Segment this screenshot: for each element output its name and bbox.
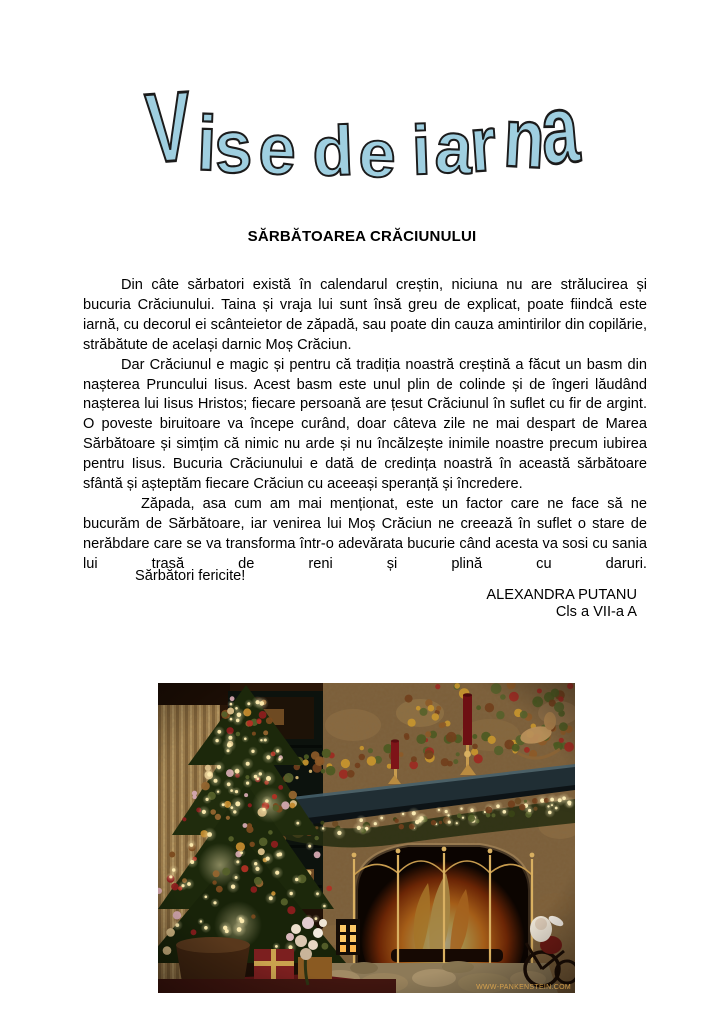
wordart-letter: i — [410, 111, 430, 190]
wordart-letter: i — [196, 100, 217, 188]
wordart-letter: a — [433, 106, 473, 190]
author-block — [486, 587, 637, 620]
wordart-letter: e — [256, 109, 296, 191]
wordart-letter: e — [357, 116, 396, 193]
wordart-letter: n — [501, 90, 546, 187]
section-heading: SĂRBĂTOAREA CRĂCIUNULUI — [247, 228, 477, 245]
wordart-letter: V — [142, 71, 193, 185]
author-name: ALEXANDRA PUTANU — [486, 587, 637, 603]
author-class: Cls a VII-a A — [555, 603, 637, 620]
body-paragraph-3: Zăpada, asa cum am mai menționat, este un factor care ne face să ne bucurăm de Sărbătoare, iar venirea lui Moș Crăciun ne creează în suflet o stare de nerăbdare care se va transforma într-o adevărata bucurie când acesta va sosi cu sania lui trasă de reni și plină cu daruri. — [83, 495, 647, 572]
wordart-letter: a — [536, 74, 582, 186]
wordart-letter: d — [311, 111, 353, 192]
wordart-title — [140, 71, 590, 193]
wordart-letter: s — [212, 104, 253, 190]
wordart-letter: r — [467, 100, 498, 189]
photo-watermark: WWW-PANKENSTEIN.COM — [476, 984, 571, 991]
body-paragraph-1: Din câte sărbatori există în calendarul creștin, niciuna nu are strălucirea și bucuria Crăciunului. Taina și vraja lui sunt însă greu de explicat, poate fiindcă este iarnă, cu decorul ei scânteietor de zăpadă, sau poate din cauza amintirilor din copilărie, străbătute de același darnic Moș Crăciun. — [83, 277, 647, 353]
vignette — [158, 683, 575, 993]
christmas-photo — [158, 683, 575, 993]
body-text — [83, 276, 647, 575]
body-paragraph-2: Dar Crăciunul e magic și pentru că tradiția noastră creștină a făcut un basm din nașterea Pruncului Iisus. Acest basm este unul plin de colinde și de îngeri lăudând nașterea lui Iisus Hristos; fiecare persoană are țesut Crăciunul în suflet cu fir de argint. O poveste biruitoare va începe curând, doar câteva zile ne mai despart de Marea Sărbătoare și simțim că nimic nu arde și nu încălzește inimile noastre precum iubirea pentru Iisus. Bucuria Crăciunului e dată de credința noastră în această sărbătoare sfântă și așteptăm fiecare Crăciun cu aceeași speranță și încredere. — [83, 356, 647, 493]
christmas-photo-illustration — [158, 683, 575, 993]
signoff-line: Sărbători fericite! — [135, 568, 246, 584]
